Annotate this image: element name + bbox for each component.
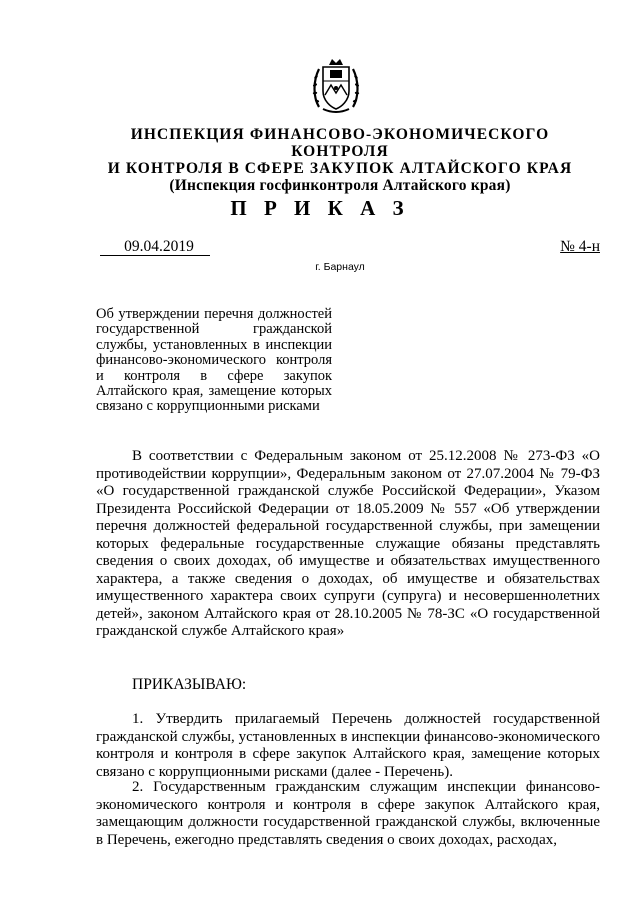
organization-short-name: (Инспекция госфинконтроля Алтайского края) — [169, 177, 511, 194]
order-item-2: 2. Государственным гражданским служащим инспекции финансово-экономического контроля и контроля в сфере закупок Алтайского края, замещающим должности государственной гражданской службы, включенные в Перечень, ежегодно представлять сведения о своих доходах, расходах, — [96, 779, 600, 848]
order-word: ПРИКАЗЫВАЮ: — [132, 676, 247, 693]
order-item-1: 1. Утвердить прилагаемый Перечень должностей государственной гражданской службы, установленных в инспекции финансово-экономического контроля и контроля в сфере закупок Алтайского края, замещение которых связано с коррупционными рисками (далее - Перечень). — [96, 711, 600, 780]
preamble-paragraph: В соответствии с Федеральным законом от 25.12.2008 № 273-ФЗ «О противодействии коррупции», Федеральным законом от 27.07.2004 № 79-ФЗ «О государственной гражданской службе Российской Федерации», Указом Президента Российской Федерации от 18.05.2009 № 557 «Об утверждении перечня должностей федеральной государственной службы, при замещении которых федеральные государственные служащие обязаны представлять сведения о своих доходах, об имуществе и обязательствах имущественного характера, а также сведения о доходах, об имуществе и обязательствах имущественного характера своих супруги (супруга) и несовершеннолетних детей», законом Алтайского края от 28.10.2005 № 78-ЗС «О государственной гражданской службе Алтайского края» — [96, 448, 600, 639]
document-title: П Р И К А З — [230, 196, 410, 220]
coat-of-arms-icon — [311, 55, 361, 117]
document-subject: Об утверждении перечня должностей государственной гражданской службы, установленных в инспекции финансово-экономического контроля и контроля в сфере закупок Алтайского края, замещение которых связано с коррупционными рисками — [96, 306, 332, 415]
organization-name-line1: ИНСПЕКЦИЯ ФИНАНСОВО-ЭКОНОМИЧЕСКОГО КОНТРОЛЯ — [130, 126, 550, 160]
organization-header — [90, 126, 590, 194]
document-date-value: 09.04.2019 — [124, 238, 194, 255]
document-city: г. Барнаул — [315, 261, 365, 273]
document-date — [100, 238, 210, 256]
organization-name-line2: И КОНТРОЛЯ В СФЕРЕ ЗАКУПОК АЛТАЙСКОГО КРАЯ — [107, 160, 573, 177]
document-number: № 4-н — [560, 238, 600, 255]
